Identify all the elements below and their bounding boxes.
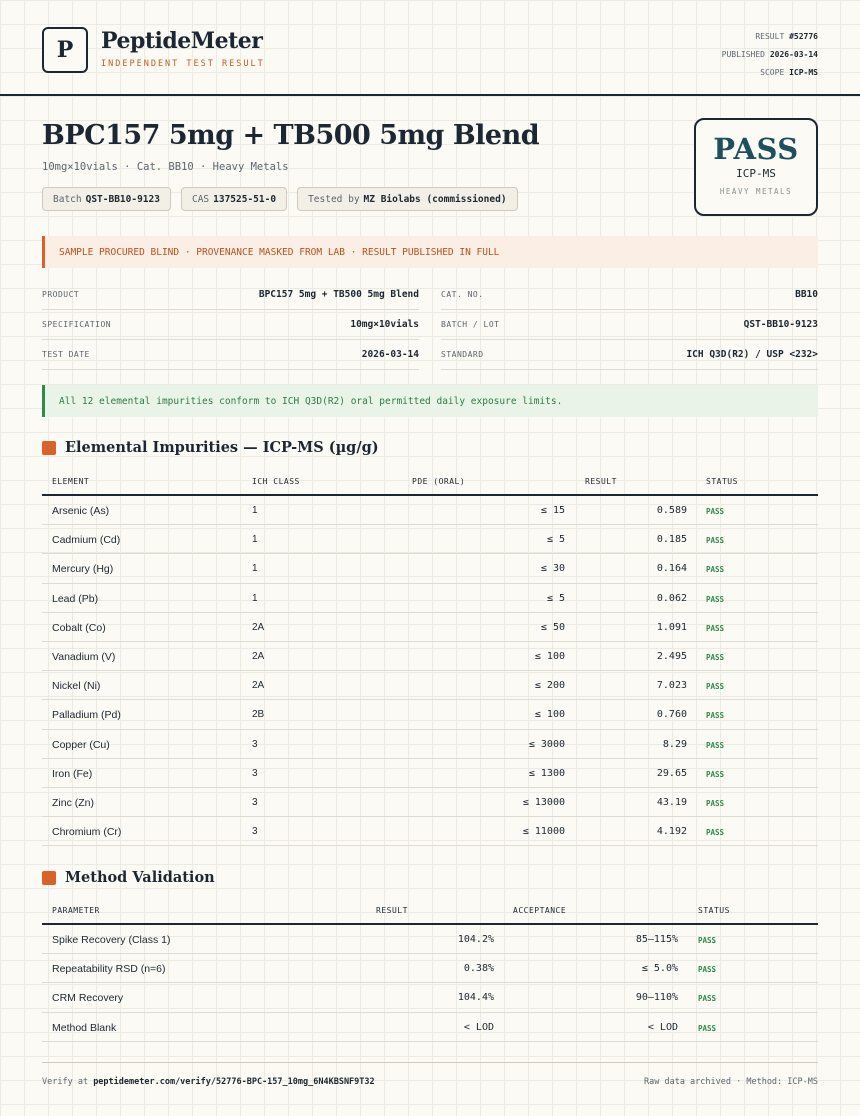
table-row (42, 817, 818, 846)
info-standard: STANDARD ICH Q3D(R2) / USP <232> (441, 340, 818, 370)
table-row (42, 730, 818, 759)
status-badge: PASS (706, 740, 725, 750)
pde-limit: ≤ 3000 (528, 738, 565, 750)
published-date: 2026-03-14 (769, 50, 818, 59)
ich-class: 1 (252, 534, 258, 546)
element-name: Zinc (Zn) (52, 796, 94, 809)
table-row (42, 700, 818, 729)
section-marker-icon (42, 871, 56, 885)
parameter-name: Repeatability RSD (n=6) (52, 963, 166, 976)
impurities-table-header: ELEMENT ICH CLASS PDE (ORAL) RESULT STATUS (42, 466, 818, 496)
result-value: 43.19 (656, 796, 687, 808)
info-cat-no: CAT. NO. BB10 (441, 280, 818, 310)
result-value: 0.062 (656, 592, 687, 604)
status-badge: PASS (706, 769, 725, 779)
stamp-method: ICP-MS (736, 167, 776, 180)
status-badge: PASS (698, 965, 717, 975)
element-name: Palladium (Pd) (52, 709, 121, 722)
result-id: #52776 (789, 32, 818, 41)
ich-class: 2A (252, 650, 265, 662)
product-chips (42, 187, 518, 211)
result-value: 29.65 (656, 767, 687, 779)
pde-limit: ≤ 30 (540, 563, 565, 575)
info-grid (42, 280, 818, 370)
table-row (42, 759, 818, 788)
ich-class: 1 (252, 563, 258, 575)
element-name: Cadmium (Cd) (52, 534, 121, 547)
result-value: 1.091 (656, 621, 687, 633)
table-row (42, 642, 818, 671)
section-marker-icon (42, 441, 56, 455)
element-name: Mercury (Hg) (52, 563, 114, 576)
status-badge: PASS (706, 652, 725, 662)
pde-limit: ≤ 1300 (528, 767, 565, 779)
table-row (42, 525, 818, 554)
table-row (42, 584, 818, 613)
result-value: 7.023 (656, 680, 687, 692)
result-value: 0.164 (656, 563, 687, 575)
report-header (0, 0, 860, 96)
validation-section-heading: Method Validation (42, 869, 215, 886)
impurities-table (42, 466, 818, 846)
info-test-date: TEST DATE 2026-03-14 (42, 340, 419, 370)
ich-class: 1 (252, 505, 258, 516)
info-specification: SPECIFICATION 10mg×10vials (42, 310, 419, 340)
verify-link[interactable]: peptidemeter.com/verify/52776-BPC-157_10mg_6N4KBSNF9T32 (93, 1077, 375, 1087)
result-value: < LOD (463, 1021, 494, 1033)
status-badge: PASS (698, 994, 717, 1004)
result-value: 8.29 (662, 738, 687, 750)
acceptance-range: < LOD (647, 1021, 678, 1033)
acceptance-range: 90–110% (635, 992, 678, 1004)
ich-class: 3 (252, 796, 258, 808)
ich-class: 3 (252, 767, 258, 779)
scope-value: ICP-MS (789, 68, 818, 77)
status-badge: PASS (706, 828, 725, 838)
info-product: PRODUCT BPC157 5mg + TB500 5mg Blend (42, 280, 419, 310)
element-name: Arsenic (As) (52, 505, 110, 517)
status-badge: PASS (706, 565, 725, 575)
impurities-section-heading: Elemental Impurities — ICP-MS (µg/g) (42, 439, 379, 456)
ich-class: 3 (252, 738, 258, 750)
element-name: Vanadium (V) (52, 650, 116, 663)
element-name: Copper (Cu) (52, 738, 110, 751)
report-footer (42, 1062, 818, 1087)
element-name: Nickel (Ni) (52, 680, 101, 693)
impurities-table-body (42, 496, 818, 846)
status-badge: PASS (706, 798, 725, 808)
conformance-note: All 12 elemental impurities conform to ICH Q3D(R2) oral permitted daily exposure limits. (42, 385, 818, 417)
scope-line: SCOPE ICP-MS (760, 68, 818, 77)
verify-line: Verify at peptidemeter.com/verify/52776-BPC-157_10mg_6N4KBSNF9T32 (42, 1077, 375, 1087)
element-name: Lead (Pb) (52, 592, 99, 605)
pde-limit: ≤ 200 (534, 680, 565, 692)
brand-logo[interactable]: P (42, 27, 88, 73)
result-value: 4.192 (656, 826, 687, 838)
tested-by-chip: Tested by MZ Biolabs (commissioned) (297, 187, 517, 211)
status-badge: PASS (706, 682, 725, 692)
parameter-name: Method Blank (52, 1021, 117, 1034)
pde-limit: ≤ 5 (546, 592, 565, 604)
acceptance-range: ≤ 5.0% (641, 963, 678, 975)
ich-class: 3 (252, 826, 258, 838)
table-row (42, 983, 818, 1012)
result-value: 0.760 (656, 709, 687, 721)
ich-class: 2B (252, 709, 265, 721)
status-badge: PASS (706, 711, 725, 721)
published-line: PUBLISHED 2026-03-14 (721, 50, 818, 59)
status-badge: PASS (698, 936, 717, 945)
stamp-category: HEAVY METALS (719, 187, 793, 196)
ich-class: 2A (252, 680, 265, 692)
status-badge: PASS (706, 623, 725, 633)
result-value: 104.4% (457, 992, 494, 1004)
status-badge: PASS (706, 507, 725, 516)
pass-stamp (694, 118, 818, 216)
ich-class: 2A (252, 621, 265, 633)
table-row (42, 954, 818, 983)
table-row (42, 496, 818, 525)
table-row (42, 613, 818, 642)
parameter-name: CRM Recovery (52, 992, 124, 1005)
cas-chip: CAS 137525-51-0 (181, 187, 287, 211)
archive-note: Raw data archived · Method: ICP-MS (644, 1077, 818, 1087)
status-badge: PASS (706, 594, 725, 604)
pde-limit: ≤ 50 (540, 621, 565, 633)
result-value: 0.589 (656, 505, 687, 516)
status-badge: PASS (698, 1023, 717, 1033)
validation-table (42, 895, 818, 1042)
pde-limit: ≤ 100 (534, 709, 565, 721)
parameter-name: Spike Recovery (Class 1) (52, 934, 171, 946)
result-id-line: RESULT #52776 (755, 32, 818, 41)
table-row (42, 925, 818, 954)
pde-limit: ≤ 11000 (522, 826, 565, 838)
acceptance-range: 85–115% (635, 934, 678, 945)
blind-procurement-notice: SAMPLE PROCURED BLIND · PROVENANCE MASKED FROM LAB · RESULT PUBLISHED IN FULL (42, 236, 818, 268)
result-value: 2.495 (656, 650, 687, 662)
batch-chip: Batch QST-BB10-9123 (42, 187, 171, 211)
element-name: Iron (Fe) (52, 767, 93, 780)
table-row (42, 671, 818, 700)
brand-tagline: INDEPENDENT TEST RESULT (101, 59, 265, 69)
info-batch: BATCH / LOT QST-BB10-9123 (441, 310, 818, 340)
product-subtitle: 10mg×10vials · Cat. BB10 · Heavy Metals (42, 161, 289, 173)
pde-limit: ≤ 13000 (522, 796, 565, 808)
validation-table-header: PARAMETER RESULT ACCEPTANCE STATUS (42, 895, 818, 925)
result-value: 0.185 (656, 534, 687, 546)
table-row (42, 1013, 818, 1042)
result-value: 0.38% (463, 963, 494, 975)
element-name: Chromium (Cr) (52, 826, 122, 839)
product-title: BPC157 5mg + TB500 5mg Blend (42, 120, 540, 151)
result-value: 104.2% (457, 934, 494, 945)
stamp-verdict: PASS (713, 132, 799, 166)
status-badge: PASS (706, 536, 725, 546)
brand-name[interactable]: PeptideMeter (101, 28, 263, 54)
validation-table-body (42, 925, 818, 1042)
report-meta (722, 28, 818, 82)
table-row (42, 788, 818, 817)
ich-class: 1 (252, 592, 258, 604)
pde-limit: ≤ 100 (534, 650, 565, 662)
pde-limit: ≤ 5 (546, 534, 565, 546)
pde-limit: ≤ 15 (540, 505, 565, 516)
table-row (42, 554, 818, 583)
element-name: Cobalt (Co) (52, 621, 106, 634)
